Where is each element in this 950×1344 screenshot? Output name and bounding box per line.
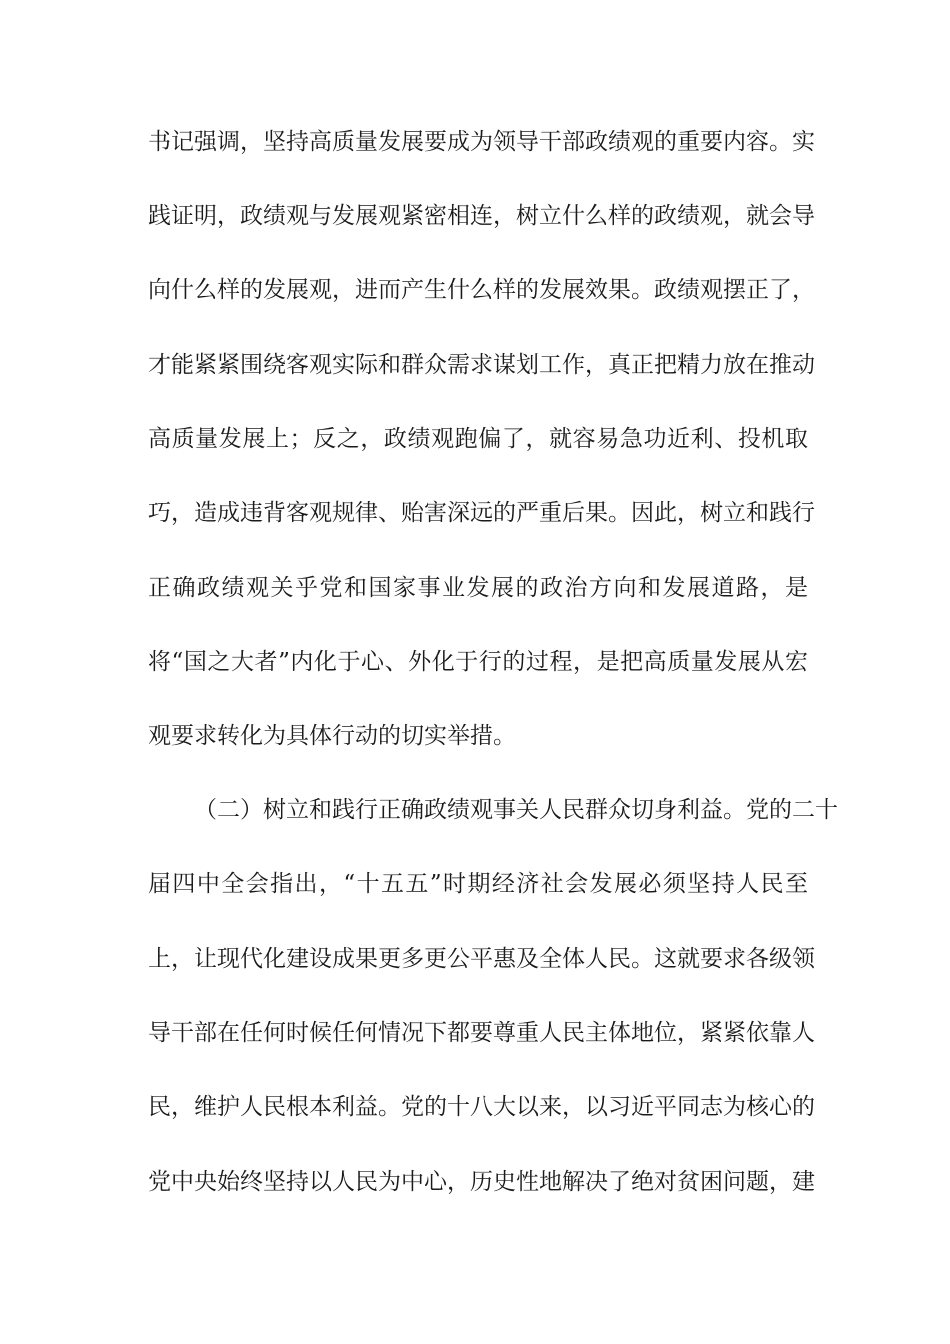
text-line: 书记强调，坚持高质量发展要成为领导干部政绩观的重要内容。实 <box>148 129 815 155</box>
text-line: 届四中全会指出，“十五五”时期经济社会发展必须坚持人民至 <box>148 871 808 897</box>
text-line: 民，维护人民根本利益。党的十八大以来，以习近平同志为核心的 <box>148 1094 815 1120</box>
text-line: 导干部在任何时候任何情况下都要尊重人民主体地位，紧紧依靠人 <box>148 1020 815 1046</box>
text-line: 才能紧紧围绕客观实际和群众需求谋划工作，真正把精力放在推动 <box>148 352 815 378</box>
text-line: 巧，造成违背客观规律、贻害深远的严重后果。因此，树立和践行 <box>148 500 815 526</box>
text-line: 党中央始终坚持以人民为中心，历史性地解决了绝对贫困问题，建 <box>148 1169 815 1195</box>
text-line: 正确政绩观关乎党和国家事业发展的政治方向和发展道路，是 <box>148 575 808 601</box>
text-line: 将“国之大者”内化于心、外化于行的过程，是把高质量发展从宏 <box>148 649 808 675</box>
text-line: 观要求转化为具体行动的切实举措。 <box>148 723 516 749</box>
text-line: 高质量发展上；反之，政绩观跑偏了，就容易急功近利、投机取 <box>148 426 808 452</box>
text-line: 践证明，政绩观与发展观紧密相连，树立什么样的政绩观，就会导 <box>148 203 815 229</box>
text-line: 向什么样的发展观，进而产生什么样的发展效果。政绩观摆正了， <box>148 277 815 303</box>
paragraph-heading-line: （二）树立和践行正确政绩观事关人民群众切身利益。党的二十 <box>194 797 838 823</box>
text-line: 上，让现代化建设成果更多更公平惠及全体人民。这就要求各级领 <box>148 946 815 972</box>
